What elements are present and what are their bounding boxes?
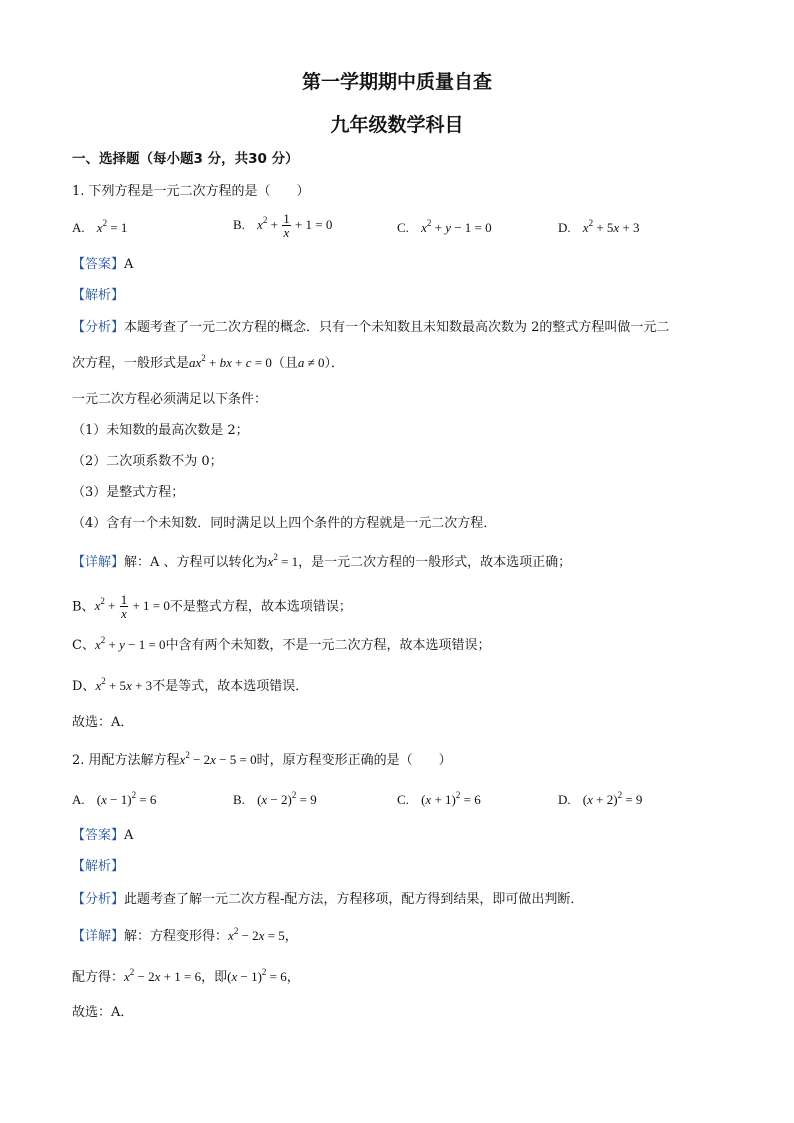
q2-answer-tag: 【答案】: [72, 828, 125, 843]
q2-fenxi-text: 此题考查了解一元二次方程-配方法，方程移项，配方得到结果，即可做出判断．: [124, 892, 584, 907]
q2-detail-1: [72, 927, 298, 946]
q2-detail-2-text-a: 配方得：: [72, 970, 125, 985]
page-title: 第一学期期中质量自查: [301, 71, 492, 93]
q1-answer: [72, 256, 133, 274]
q1-analysis-tag: 【解析】: [72, 288, 125, 303]
q2-detail-2-text-b: ，即: [201, 970, 228, 985]
q2-answer: [72, 827, 133, 845]
q2-detail-2-text-c: ，: [286, 970, 300, 985]
q2-fenxi: [72, 891, 583, 909]
q2-analysis-tag: 【解析】: [72, 859, 125, 874]
q2-option-d-formula: $(x + 2)^2 = 9$: [582, 790, 643, 807]
q1-condition-a: a ≠ 0: [297, 355, 325, 370]
q2-detail-1-text: 解：方程变形得：: [124, 929, 229, 944]
q1-fenxi-tag: 【分析】: [72, 320, 125, 335]
q1-detail-b-text-2: 不是整式方程，故本选项错误；: [169, 599, 352, 615]
q1-detail-d: [72, 677, 308, 696]
q1-detail-c-text-2: 中含有两个未知数，不是一元二次方程，故本选项错误；: [165, 638, 491, 653]
q2-option-d: [558, 791, 642, 810]
q1-fenxi-line-2: [72, 354, 344, 373]
q2-option-b-formula: $(x - 2)^2 = 9$: [257, 790, 317, 807]
q2-detail-tag: 【详解】: [72, 929, 125, 944]
section-heading: 一、选择题（每小题3 分，共30 分）: [72, 151, 299, 167]
q1-answer-value: A: [124, 257, 134, 272]
question-2-stem: [72, 751, 452, 770]
q1-detail-d-text-1: D、: [72, 679, 96, 694]
q1-option-a-formula: $x^2 = 1$: [96, 218, 128, 235]
q1-detail-tag: 【详解】: [72, 555, 125, 570]
q1-option-d: [558, 219, 640, 238]
q2-detail-1-text-b: ，: [284, 929, 298, 944]
q1-answer-tag: 【答案】: [72, 257, 125, 272]
q1-option-d-formula: $x^2 + 5x + 3$: [582, 218, 640, 235]
q1-fenxi-text-2b: （且: [271, 356, 298, 371]
q1-option-b-label: B.: [233, 217, 245, 233]
q2-option-c: [397, 791, 481, 810]
q2-detail-2-formula-2: $(x - 1)^2 = 6$: [227, 967, 287, 984]
q2-option-c-label: C.: [397, 792, 409, 807]
q2-detail-2: [72, 968, 300, 987]
q1-option-d-label: D.: [558, 220, 571, 235]
q1-fenxi-line-1: [72, 319, 669, 337]
q1-option-a: [72, 219, 127, 238]
q1-option-a-label: A.: [72, 220, 85, 235]
q1-detail-b: [72, 594, 352, 621]
q1-detail-d-formula: $x^2 + 5x + 3$: [95, 676, 153, 693]
q2-option-c-formula: $(x + 1)^2 = 6$: [421, 790, 481, 807]
q1-detail-c-text-1: C、: [72, 638, 95, 653]
q2-option-b-label: B.: [233, 792, 245, 807]
q1-detail-c-formula: $x^2 + y - 1 = 0$: [94, 635, 166, 652]
question-1-stem: 1. 下列方程是一元二次方程的是（ ）: [72, 184, 310, 199]
q2-option-a: [72, 791, 156, 810]
q1-option-c-label: C.: [397, 220, 409, 235]
q2-answer-value: A: [124, 828, 134, 843]
q1-condition-4: （4）含有一个未知数．同时满足以上四个条件的方程就是一元二次方程．: [72, 516, 497, 531]
q2-option-d-label: D.: [558, 792, 571, 807]
q1-conditions-title: 一元二次方程必须满足以下条件：: [72, 392, 268, 407]
q2-stem-text-b: 时，原方程变形正确的是（ ）: [256, 753, 452, 768]
q1-condition-2: （2）二次项系数不为 0；: [72, 454, 223, 469]
q1-detail-a-text-1: 解：A 、方程可以转化为: [124, 555, 268, 570]
q1-detail-b-text-1: B、: [72, 599, 95, 615]
q1-condition-1: （1）未知数的最高次数是 2；: [72, 423, 249, 438]
q1-option-c-formula: $x^2 + y - 1 = 0$: [421, 218, 492, 235]
q2-choose: 故选：A．: [72, 1005, 134, 1020]
q2-option-a-formula: $(x - 1)^2 = 6$: [96, 790, 157, 807]
q1-fenxi-text-1: 本题考查了一元二次方程的概念．只有一个未知数且未知数最高次数为 2的整式方程叫做一元二: [124, 320, 670, 335]
q1-condition-3: （3）是整式方程；: [72, 485, 185, 500]
q1-general-form: $ax^2$ + bx + c = 0: [189, 353, 272, 370]
q2-detail-1-formula: $x^2 - 2x = 5$: [228, 926, 285, 943]
q1-option-b-formula: $x^2$ + $\frac{1}{x}$ + 1 = 0: [257, 211, 333, 240]
q1-detail-c: [72, 636, 491, 655]
q1-option-c: [397, 219, 492, 238]
q1-detail-d-text-2: 不是等式，故本选项错误．: [152, 679, 309, 694]
q1-choose: 故选：A．: [72, 715, 134, 730]
q2-stem-text-a: 2. 用配方法解方程: [72, 753, 180, 768]
q1-detail-a-formula: $x^2 = 1$: [267, 552, 299, 569]
q2-stem-equation: $x^2 - 2x - 5 = 0$: [179, 750, 257, 767]
q1-option-b: [233, 213, 332, 240]
q1-detail-a: [72, 553, 571, 572]
q1-detail-a-text-2: ，是一元二次方程的一般形式，故本选项正确；: [298, 555, 572, 570]
q1-fenxi-text-2c: ）．: [324, 356, 345, 371]
q2-option-a-label: A.: [72, 792, 85, 807]
q2-option-b: [233, 791, 317, 810]
page-subtitle: 九年级数学科目: [330, 114, 464, 136]
q1-detail-b-formula: $x^2$ + $\frac{1}{x}$ + 1 = 0: [94, 592, 170, 621]
q2-fenxi-tag: 【分析】: [72, 892, 125, 907]
q1-fenxi-text-2a: 次方程，一般形式是: [72, 356, 190, 371]
q2-detail-2-formula-1: $x^2 - 2x + 1 = 6$: [124, 967, 202, 984]
